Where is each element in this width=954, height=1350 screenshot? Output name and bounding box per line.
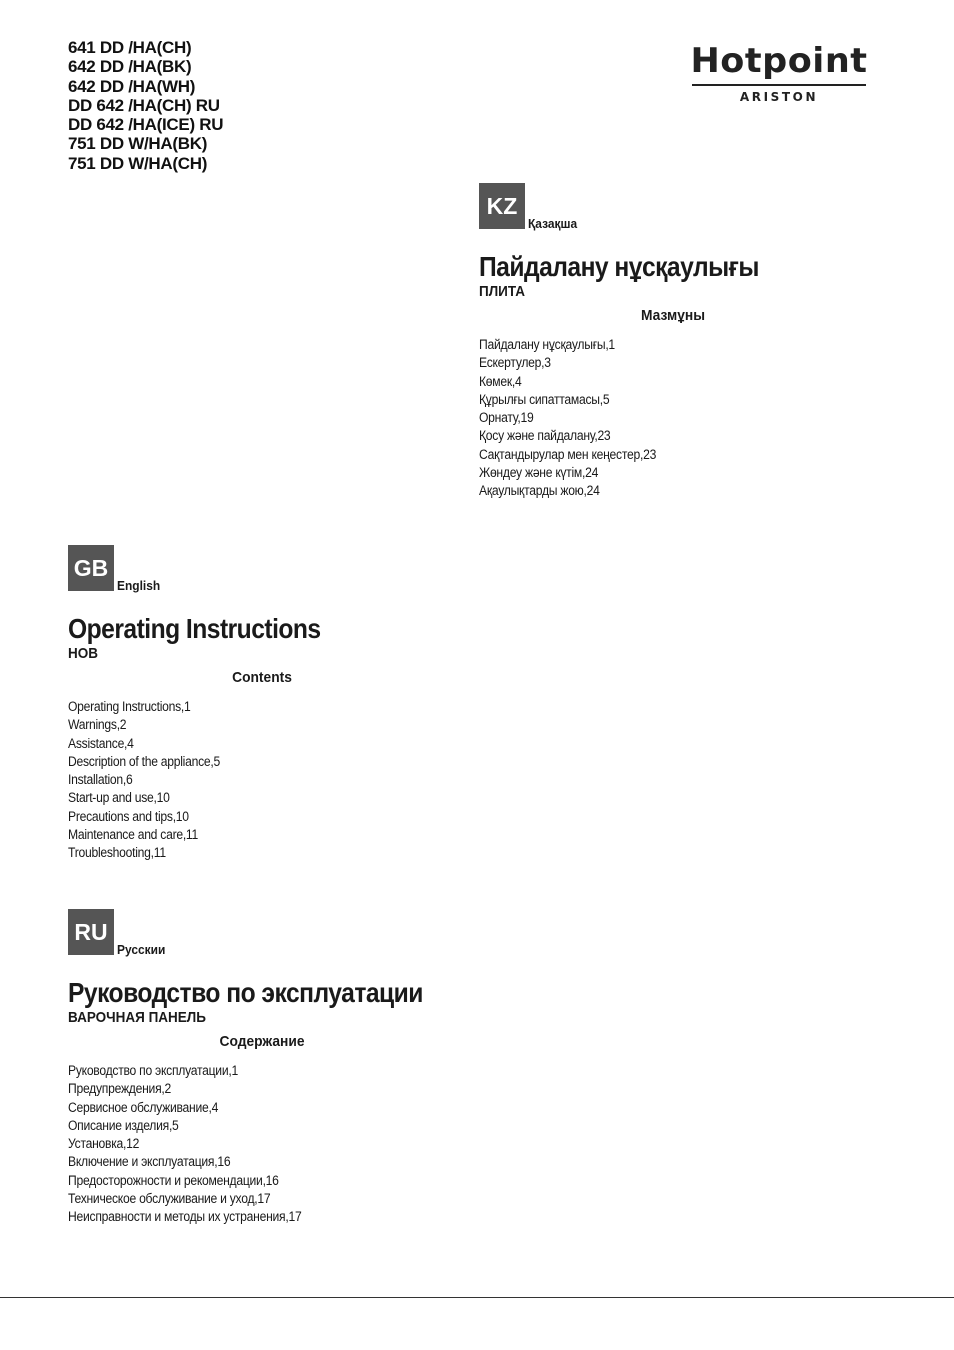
toc-item: Ескертулер,3 bbox=[479, 355, 551, 371]
document-title: Руководство по эксплуатации bbox=[68, 977, 423, 1008]
toc-item: Описание изделия,5 bbox=[68, 1117, 179, 1133]
table-of-contents bbox=[479, 336, 867, 501]
toc-item: Start-up and use,10 bbox=[68, 790, 170, 806]
language-code-badge: RU bbox=[68, 909, 114, 955]
table-of-contents bbox=[68, 698, 456, 863]
toc-item: Ақаулықтарды жою,24 bbox=[479, 483, 600, 499]
toc-item: Troubleshooting,11 bbox=[68, 845, 166, 861]
brand-logo bbox=[690, 40, 868, 104]
toc-item: Installation,6 bbox=[68, 772, 133, 788]
language-name: English bbox=[117, 578, 161, 593]
toc-item: Установка,12 bbox=[68, 1136, 140, 1152]
language-name: Русскии bbox=[117, 942, 166, 957]
toc-item: Warnings,2 bbox=[68, 717, 127, 733]
toc-item: Техническое обслуживание и уход,17 bbox=[68, 1191, 271, 1207]
toc-item: Құрылғы сипаттамасы,5 bbox=[479, 391, 610, 407]
language-header bbox=[479, 183, 867, 229]
document-subtitle: ВАРОЧНАЯ ПАНЕЛЬ bbox=[68, 1009, 206, 1026]
document-subtitle: HOB bbox=[68, 645, 99, 662]
toc-item: Жөндеу және күтім,24 bbox=[479, 465, 599, 481]
document-subtitle: ПЛИТА bbox=[479, 283, 526, 300]
toc-item: Қосу және пайдалану,23 bbox=[479, 428, 611, 444]
model-list bbox=[68, 38, 223, 173]
document-title: Operating Instructions bbox=[68, 613, 321, 644]
toc-item: Сақтандырулар мен кеңестер,23 bbox=[479, 446, 657, 462]
contents-heading: Содержание bbox=[219, 1033, 305, 1050]
toc-item: Включение и эксплуатация,16 bbox=[68, 1154, 231, 1170]
toc-item: Пайдалану нұсқаулығы,1 bbox=[479, 337, 615, 352]
toc-item: Maintenance and care,11 bbox=[68, 827, 199, 843]
toc-item: Көмек,4 bbox=[479, 373, 522, 389]
brand-subname: ARISTON bbox=[739, 90, 819, 104]
footer-divider bbox=[0, 1297, 954, 1298]
toc-item: Assistance,4 bbox=[68, 735, 134, 751]
section-russian bbox=[68, 909, 471, 1227]
toc-item: Руководство по эксплуатации,1 bbox=[68, 1063, 238, 1078]
toc-item: Operating Instructions,1 bbox=[68, 699, 191, 714]
model-number: DD 642 /HA(ICE) RU bbox=[68, 115, 224, 135]
model-number: DD 642 /HA(CH) RU bbox=[68, 95, 220, 115]
toc-item: Сервисное обслуживание,4 bbox=[68, 1099, 219, 1115]
toc-item: Предупреждения,2 bbox=[68, 1081, 171, 1097]
document-title: Пайдалану нұсқаулығы bbox=[479, 251, 759, 282]
toc-item: Орнату,19 bbox=[479, 410, 534, 426]
language-code-badge: GB bbox=[68, 545, 114, 591]
toc-item: Неисправности и методы их устранения,17 bbox=[68, 1209, 302, 1225]
section-english bbox=[68, 545, 456, 863]
contents-heading: Мазмұны bbox=[640, 307, 706, 324]
language-header bbox=[68, 545, 456, 591]
model-number: 641 DD /HA(CH) bbox=[68, 38, 192, 57]
model-number: 642 DD /HA(WH) bbox=[68, 76, 196, 96]
model-number: 751 DD W/HA(BK) bbox=[68, 134, 208, 154]
language-name: Қазақша bbox=[528, 216, 578, 231]
toc-item: Предосторожности и рекомендации,16 bbox=[68, 1172, 279, 1188]
section-kazakh bbox=[479, 183, 867, 501]
language-header bbox=[68, 909, 471, 955]
toc-item: Description of the appliance,5 bbox=[68, 753, 220, 769]
model-number: 642 DD /HA(BK) bbox=[68, 57, 192, 77]
table-of-contents bbox=[68, 1062, 471, 1227]
logo-divider bbox=[692, 84, 866, 86]
brand-name: Hotpoint bbox=[690, 41, 868, 81]
toc-item: Precautions and tips,10 bbox=[68, 808, 189, 824]
language-code-badge: KZ bbox=[479, 183, 525, 229]
contents-heading: Contents bbox=[232, 669, 292, 686]
model-number: 751 DD W/HA(CH) bbox=[68, 153, 208, 173]
